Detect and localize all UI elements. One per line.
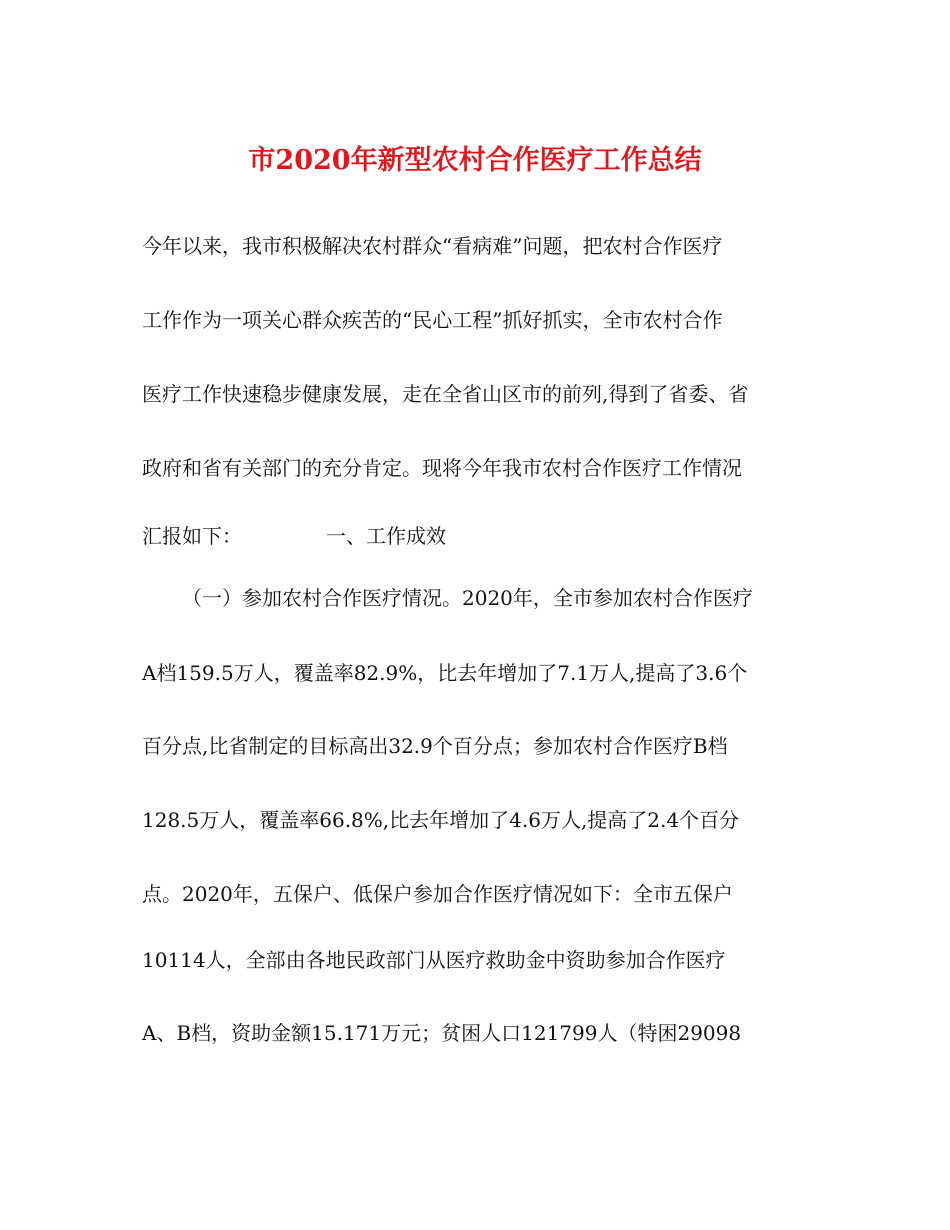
body-line: 政府和省有关部门的充分肯定。现将今年我市农村合作医疗工作情况 <box>142 456 742 480</box>
body-line: 10114人，全部由各地民政部门从医疗救助金中资助参加合作医疗 <box>142 948 726 972</box>
body-line: 工作作为一项关心群众疾苦的“民心工程”抓好抓实，全市农村合作 <box>142 308 723 332</box>
body-line: A、B档，资助金额15.171万元；贫困人口121799人（特困29098 <box>142 1021 742 1045</box>
body-line: 今年以来，我市积极解决农村群众“看病难”问题，把农村合作医疗 <box>142 234 723 258</box>
body-line: 百分点,比省制定的目标高出32.9个百分点；参加农村合作医疗B档 <box>142 734 728 758</box>
document-title: 市2020年新型农村合作医疗工作总结 <box>248 145 702 176</box>
body-line: A档159.5万人，覆盖率82.9%，比去年增加了7.1万人,提高了3.6个 <box>142 661 748 685</box>
body-line-with-heading <box>142 521 446 551</box>
body-line-indented: （一）参加农村合作医疗情况。2020年，全市参加农村合作医疗 <box>182 586 753 610</box>
section-heading: 一、工作成效 <box>326 524 446 548</box>
body-line: 点。2020年，五保户、低保户参加合作医疗情况如下：全市五保户 <box>142 882 733 906</box>
body-line-lead: 汇报如下： <box>142 524 242 548</box>
body-line: 医疗工作快速稳步健康发展，走在全省山区市的前列,得到了省委、省 <box>142 382 749 406</box>
body-line: 128.5万人，覆盖率66.8%,比去年增加了4.6万人,提高了2.4个百分 <box>142 808 740 832</box>
